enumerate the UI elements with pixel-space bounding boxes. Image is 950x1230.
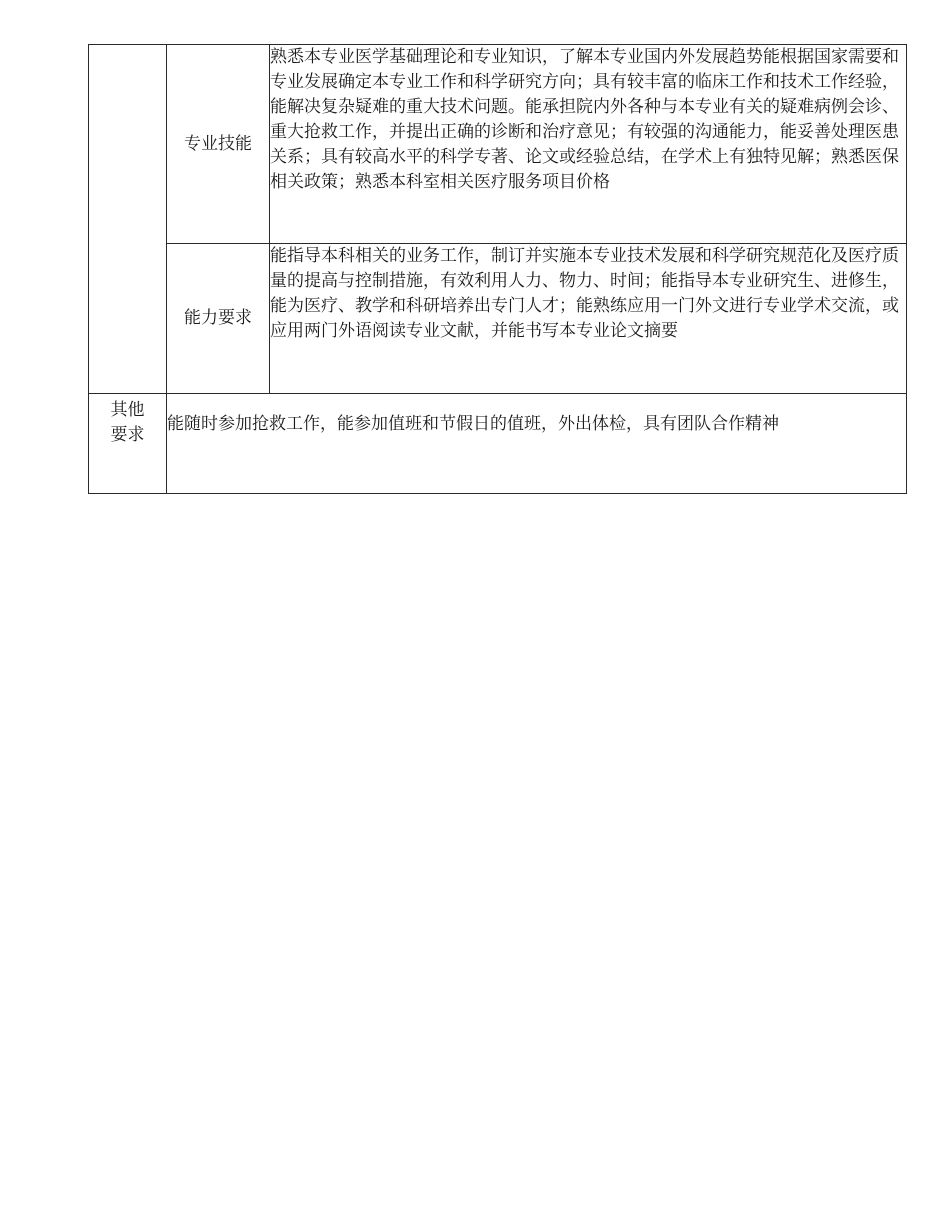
row-text-professional-skills: 熟悉本专业医学基础理论和专业知识，了解本专业国内外发展趋势能根据国家需要和专业发展确定本专业工作和科学研究方向；具有较丰富的临床工作和技术工作经验，能解决复杂疑难的重大技术问题。能承担院内外各种与本专业有关的疑难病例会诊、重大抢救工作，并提出正确的诊断和治疗意见；有较强的沟通能力，能妥善处理医患关系；具有较高水平的科学专著、论文或经验总结，在学术上有独特见解；熟悉医保相关政策；熟悉本科室相关医疗服务项目价格 [270, 45, 907, 244]
row-text-other-requirements: 能随时参加抢救工作，能参加值班和节假日的值班，外出体检，具有团队合作精神 [167, 394, 907, 494]
row-text-ability-requirements: 能指导本科相关的业务工作，制订并实施本专业技术发展和科学研究规范化及医疗质量的提高与控制措施，有效利用人力、物力、时间；能指导本专业研究生、进修生，能为医疗、教学和科研培养出专门人才；能熟练应用一门外文进行专业学术交流，或应用两门外语阅读专业文献，并能书写本专业论文摘要 [270, 244, 907, 394]
row-label-professional-skills: 专业技能 [167, 45, 270, 244]
row-label-other-requirements [89, 394, 167, 494]
other-label-line2: 要求 [110, 425, 145, 445]
table-row-other-requirements [89, 394, 907, 494]
table-row-ability-requirements [89, 244, 907, 394]
requirements-table [88, 44, 907, 494]
other-label-line1: 其他 [110, 400, 145, 420]
row-label-ability-requirements: 能力要求 [167, 244, 270, 394]
category-cell-blank [89, 45, 167, 394]
table-row-professional-skills [89, 45, 907, 244]
